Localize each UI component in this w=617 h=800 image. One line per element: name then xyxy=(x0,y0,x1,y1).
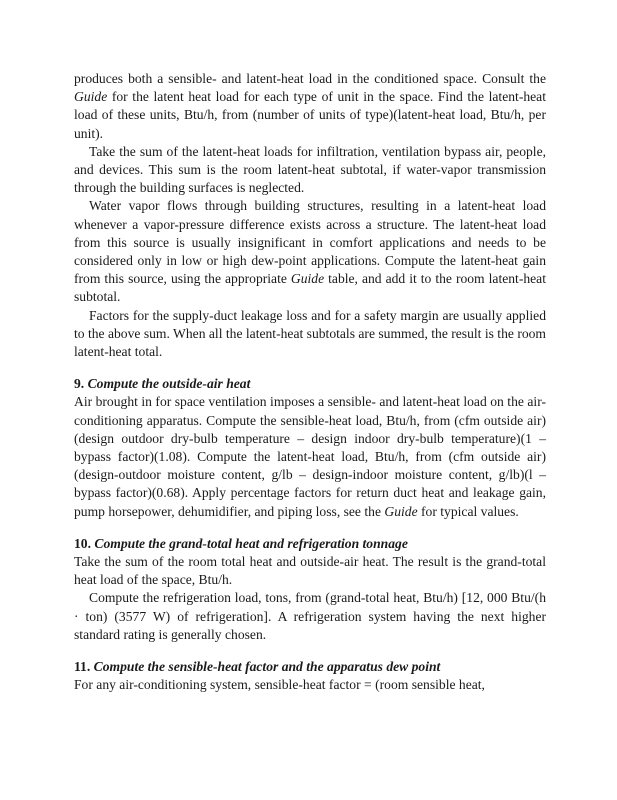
section-9-heading xyxy=(74,375,546,393)
document-page xyxy=(74,70,546,695)
text-run: produces both a sensible- and latent-heat load in the conditioned space. Consult the xyxy=(74,71,546,86)
section-10-body-1: Take the sum of the room total heat and outside-air heat. The result is the grand-total heat load of the space, Btu/h. xyxy=(74,554,546,588)
section-title: Compute the sensible-heat factor and the apparatus dew point xyxy=(93,659,441,675)
text-run: Factors for the supply-duct leakage loss and for a safety margin are usually applied to the above sum. When all the latent-heat subtotals are summed, the result is the room latent-heat total. xyxy=(74,307,547,360)
guide-reference: Guide xyxy=(384,503,418,519)
text-run: for typical values. xyxy=(417,503,519,519)
section-11-body-1: For any air-conditioning system, sensible-heat factor = (room sensible heat, xyxy=(74,677,485,693)
paragraph-water-vapor xyxy=(74,197,546,306)
guide-reference: Guide xyxy=(290,271,325,287)
section-10-heading xyxy=(74,535,546,553)
section-title: Compute the grand-total heat and refrigeration tonnage xyxy=(94,535,408,551)
section-10-body-2: Compute the refrigeration load, tons, from (grand-total heat, Btu/h) [12, 000 Btu/(h · ton) (3577 W) of refrigeration]. A refrigeration system having the next higher standard rating is generally chosen. xyxy=(74,590,546,642)
section-11-heading xyxy=(74,658,546,676)
text-run: Water vapor flows through building structures, resulting in a latent-heat load whenever a vapor-pressure difference exists across a structure. The latent-heat load from this source is usually insignificant in comfort applications and needs to be considered only in low or high dew-point applications. Compute the latent-heat gain from this source, using the appropriate xyxy=(74,198,546,287)
guide-reference: Guide xyxy=(74,89,108,105)
text-run: table, and add it to the room latent-heat subtotal. xyxy=(74,271,546,305)
section-number: 9. xyxy=(74,376,85,392)
section-title: Compute the outside-air heat xyxy=(87,376,251,392)
section-number: 11. xyxy=(74,659,91,675)
section-9-body xyxy=(74,393,546,520)
paragraph-devices-latent-load xyxy=(74,70,546,143)
section-number: 10. xyxy=(74,535,91,551)
text-run: for the latent heat load for each type of unit in the space. Find the latent-heat load of these units, Btu/h, from (number of units of type)(latent-heat load, Btu/h, per unit). xyxy=(74,89,546,141)
text-run: Take the sum of the latent-heat loads for infiltration, ventilation bypass air, people, and devices. This sum is the room latent-heat subtotal, if water-vapor transmission through the building surfaces is neglected. xyxy=(74,143,546,196)
paragraph-duct-leakage xyxy=(74,307,546,362)
text-run: Air brought in for space ventilation imposes a sensible- and latent-heat load on the air-conditioning apparatus. Compute the sensible-heat load, Btu/h, from (cfm outside air)(design outdoor dry-bulb temperature – design indoor dry-bulb temperature)(1 – bypass factor)(1.08). Compute the latent-heat load, Btu/h, from (cfm outside air) (design-outdoor moisture content, g/lb – design-indoor moisture content, g/lb)(l – bypass factor)(0.68). Apply percentage factors for return duct heat and leakage gain, pump horsepower, dehumidifier, and piping loss, see the xyxy=(74,394,546,519)
paragraph-latent-subtotal xyxy=(74,143,546,198)
